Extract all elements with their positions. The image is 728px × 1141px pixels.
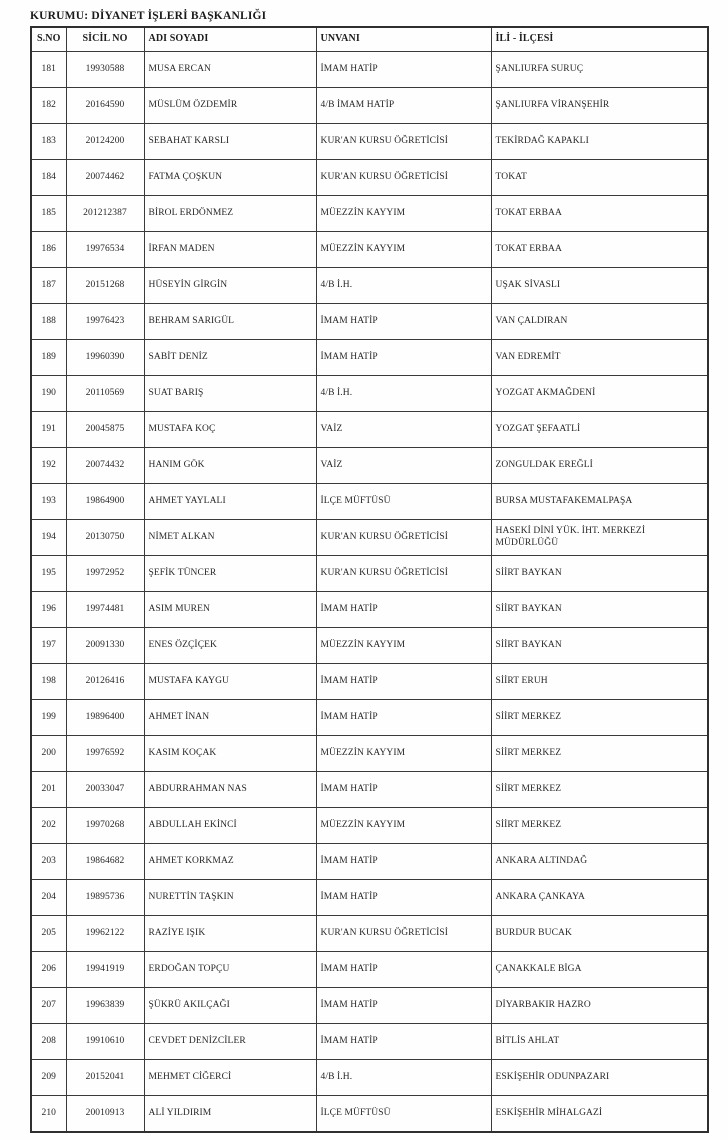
table-row bbox=[31, 484, 708, 520]
table-row bbox=[31, 556, 708, 592]
cell-adi-soyadi: AHMET YAYLALI bbox=[144, 484, 316, 520]
cell-sno: 189 bbox=[31, 340, 66, 376]
cell-sicil-no: 20074432 bbox=[66, 448, 144, 484]
cell-ili-ilcesi: ESKİŞEHİR MİHALGAZİ bbox=[491, 1096, 708, 1133]
table-row bbox=[31, 1024, 708, 1060]
cell-adi-soyadi: MEHMET CİĞERCİ bbox=[144, 1060, 316, 1096]
cell-ili-ilcesi: ANKARA ALTINDAĞ bbox=[491, 844, 708, 880]
cell-adi-soyadi: MÜSLÜM ÖZDEMİR bbox=[144, 88, 316, 124]
table-row bbox=[31, 628, 708, 664]
cell-adi-soyadi: BİROL ERDÖNMEZ bbox=[144, 196, 316, 232]
cell-unvani: KUR'AN KURSU ÖĞRETİCİSİ bbox=[316, 124, 491, 160]
cell-sicil-no: 19976534 bbox=[66, 232, 144, 268]
cell-adi-soyadi: NİMET ALKAN bbox=[144, 520, 316, 556]
cell-sicil-no: 19910610 bbox=[66, 1024, 144, 1060]
cell-sicil-no: 20152041 bbox=[66, 1060, 144, 1096]
cell-sicil-no: 19976423 bbox=[66, 304, 144, 340]
cell-ili-ilcesi: ZONGULDAK EREĞLİ bbox=[491, 448, 708, 484]
cell-adi-soyadi: ALİ YILDIRIM bbox=[144, 1096, 316, 1133]
cell-adi-soyadi: ŞÜKRÜ AKILÇAĞI bbox=[144, 988, 316, 1024]
cell-adi-soyadi: FATMA ÇOŞKUN bbox=[144, 160, 316, 196]
cell-adi-soyadi: ABDULLAH EKİNCİ bbox=[144, 808, 316, 844]
cell-sno: 181 bbox=[31, 52, 66, 88]
cell-adi-soyadi: AHMET KORKMAZ bbox=[144, 844, 316, 880]
cell-ili-ilcesi: SİİRT MERKEZ bbox=[491, 700, 708, 736]
cell-sno: 203 bbox=[31, 844, 66, 880]
cell-sno: 190 bbox=[31, 376, 66, 412]
cell-sno: 198 bbox=[31, 664, 66, 700]
cell-sno: 186 bbox=[31, 232, 66, 268]
cell-unvani: KUR'AN KURSU ÖĞRETİCİSİ bbox=[316, 520, 491, 556]
cell-sicil-no: 20091330 bbox=[66, 628, 144, 664]
cell-ili-ilcesi: SİİRT MERKEZ bbox=[491, 808, 708, 844]
cell-sicil-no: 19970268 bbox=[66, 808, 144, 844]
column-header-unvani: UNVANI bbox=[316, 27, 491, 52]
cell-unvani: İMAM HATİP bbox=[316, 664, 491, 700]
cell-sicil-no: 19960390 bbox=[66, 340, 144, 376]
cell-sicil-no: 201212387 bbox=[66, 196, 144, 232]
cell-sno: 184 bbox=[31, 160, 66, 196]
cell-ili-ilcesi: SİİRT ERUH bbox=[491, 664, 708, 700]
table-row bbox=[31, 1060, 708, 1096]
table-row bbox=[31, 196, 708, 232]
cell-ili-ilcesi: TOKAT ERBAA bbox=[491, 196, 708, 232]
cell-ili-ilcesi: BİTLİS AHLAT bbox=[491, 1024, 708, 1060]
cell-adi-soyadi: CEVDET DENİZCİLER bbox=[144, 1024, 316, 1060]
cell-ili-ilcesi: SİİRT BAYKAN bbox=[491, 592, 708, 628]
cell-sno: 202 bbox=[31, 808, 66, 844]
cell-adi-soyadi: RAZİYE IŞIK bbox=[144, 916, 316, 952]
cell-unvani: VAİZ bbox=[316, 412, 491, 448]
cell-ili-ilcesi: SİİRT MERKEZ bbox=[491, 736, 708, 772]
table-row bbox=[31, 520, 708, 556]
column-header-sno: S.NO bbox=[31, 27, 66, 52]
table-row bbox=[31, 808, 708, 844]
cell-sicil-no: 20130750 bbox=[66, 520, 144, 556]
table-row bbox=[31, 304, 708, 340]
cell-sno: 188 bbox=[31, 304, 66, 340]
cell-ili-ilcesi: ESKİŞEHİR ODUNPAZARI bbox=[491, 1060, 708, 1096]
cell-ili-ilcesi: ÇANAKKALE BİGA bbox=[491, 952, 708, 988]
cell-sicil-no: 20164590 bbox=[66, 88, 144, 124]
cell-unvani: MÜEZZİN KAYYIM bbox=[316, 196, 491, 232]
cell-adi-soyadi: ERDOĞAN TOPÇU bbox=[144, 952, 316, 988]
cell-unvani: İLÇE MÜFTÜSÜ bbox=[316, 484, 491, 520]
cell-adi-soyadi: İRFAN MADEN bbox=[144, 232, 316, 268]
table-row bbox=[31, 88, 708, 124]
cell-unvani: MÜEZZİN KAYYIM bbox=[316, 232, 491, 268]
cell-sicil-no: 19895736 bbox=[66, 880, 144, 916]
cell-sicil-no: 19864682 bbox=[66, 844, 144, 880]
cell-sicil-no: 20010913 bbox=[66, 1096, 144, 1133]
cell-unvani: İLÇE MÜFTÜSÜ bbox=[316, 1096, 491, 1133]
cell-sicil-no: 19963839 bbox=[66, 988, 144, 1024]
cell-sno: 193 bbox=[31, 484, 66, 520]
cell-ili-ilcesi: DİYARBAKIR HAZRO bbox=[491, 988, 708, 1024]
cell-adi-soyadi: MUSTAFA KAYGU bbox=[144, 664, 316, 700]
cell-sicil-no: 20045875 bbox=[66, 412, 144, 448]
cell-adi-soyadi: SEBAHAT KARSLI bbox=[144, 124, 316, 160]
table-row bbox=[31, 124, 708, 160]
cell-adi-soyadi: HANIM GÖK bbox=[144, 448, 316, 484]
table-row bbox=[31, 772, 708, 808]
cell-ili-ilcesi: HASEKİ DİNİ YÜK. İHT. MERKEZİ MÜDÜRLÜĞÜ bbox=[491, 520, 708, 556]
cell-adi-soyadi: ASIM MUREN bbox=[144, 592, 316, 628]
cell-unvani: 4/B İ.H. bbox=[316, 1060, 491, 1096]
cell-adi-soyadi: HÜSEYİN GİRGİN bbox=[144, 268, 316, 304]
cell-ili-ilcesi: SİİRT MERKEZ bbox=[491, 772, 708, 808]
cell-sno: 206 bbox=[31, 952, 66, 988]
table-row bbox=[31, 592, 708, 628]
cell-unvani: KUR'AN KURSU ÖĞRETİCİSİ bbox=[316, 160, 491, 196]
cell-unvani: KUR'AN KURSU ÖĞRETİCİSİ bbox=[316, 556, 491, 592]
cell-adi-soyadi: KASIM KOÇAK bbox=[144, 736, 316, 772]
personnel-table bbox=[30, 26, 709, 1133]
cell-sicil-no: 19974481 bbox=[66, 592, 144, 628]
table-row bbox=[31, 340, 708, 376]
cell-adi-soyadi: SABİT DENİZ bbox=[144, 340, 316, 376]
cell-ili-ilcesi: TEKİRDAĞ KAPAKLI bbox=[491, 124, 708, 160]
cell-adi-soyadi: BEHRAM SARIGÜL bbox=[144, 304, 316, 340]
cell-unvani: İMAM HATİP bbox=[316, 340, 491, 376]
cell-unvani: İMAM HATİP bbox=[316, 592, 491, 628]
table-row bbox=[31, 736, 708, 772]
cell-ili-ilcesi: VAN ÇALDIRAN bbox=[491, 304, 708, 340]
cell-sno: 183 bbox=[31, 124, 66, 160]
cell-ili-ilcesi: ŞANLIURFA VİRANŞEHİR bbox=[491, 88, 708, 124]
table-row bbox=[31, 376, 708, 412]
column-header-sicil-no: SİCİL NO bbox=[66, 27, 144, 52]
table-row bbox=[31, 880, 708, 916]
cell-sicil-no: 19930588 bbox=[66, 52, 144, 88]
cell-unvani: MÜEZZİN KAYYIM bbox=[316, 736, 491, 772]
table-row bbox=[31, 232, 708, 268]
cell-sicil-no: 20110569 bbox=[66, 376, 144, 412]
cell-ili-ilcesi: SİİRT BAYKAN bbox=[491, 556, 708, 592]
cell-sno: 200 bbox=[31, 736, 66, 772]
cell-adi-soyadi: AHMET İNAN bbox=[144, 700, 316, 736]
cell-sno: 182 bbox=[31, 88, 66, 124]
cell-sno: 201 bbox=[31, 772, 66, 808]
cell-sno: 204 bbox=[31, 880, 66, 916]
cell-adi-soyadi: MUSA ERCAN bbox=[144, 52, 316, 88]
cell-sno: 207 bbox=[31, 988, 66, 1024]
cell-sno: 187 bbox=[31, 268, 66, 304]
cell-unvani: İMAM HATİP bbox=[316, 952, 491, 988]
cell-sicil-no: 20151268 bbox=[66, 268, 144, 304]
cell-ili-ilcesi: BURSA MUSTAFAKEMALPAŞA bbox=[491, 484, 708, 520]
table-body bbox=[31, 52, 708, 1133]
page-title: KURUMU: DİYANET İŞLERİ BAŞKANLIĞI bbox=[30, 10, 267, 22]
table-row bbox=[31, 916, 708, 952]
cell-unvani: 4/B İMAM HATİP bbox=[316, 88, 491, 124]
cell-ili-ilcesi: YOZGAT AKMAĞDENİ bbox=[491, 376, 708, 412]
cell-adi-soyadi: SUAT BARIŞ bbox=[144, 376, 316, 412]
cell-sno: 195 bbox=[31, 556, 66, 592]
cell-sicil-no: 19896400 bbox=[66, 700, 144, 736]
table-row bbox=[31, 700, 708, 736]
cell-unvani: İMAM HATİP bbox=[316, 880, 491, 916]
cell-unvani: 4/B İ.H. bbox=[316, 376, 491, 412]
cell-sno: 197 bbox=[31, 628, 66, 664]
cell-sicil-no: 20126416 bbox=[66, 664, 144, 700]
cell-sicil-no: 19962122 bbox=[66, 916, 144, 952]
cell-adi-soyadi: ŞEFİK TÜNCER bbox=[144, 556, 316, 592]
cell-adi-soyadi: ENES ÖZÇİÇEK bbox=[144, 628, 316, 664]
cell-ili-ilcesi: UŞAK SİVASLI bbox=[491, 268, 708, 304]
cell-ili-ilcesi: BURDUR BUCAK bbox=[491, 916, 708, 952]
cell-sno: 194 bbox=[31, 520, 66, 556]
cell-ili-ilcesi: TOKAT bbox=[491, 160, 708, 196]
column-header-ili-ilcesi: İLİ - İLÇESİ bbox=[491, 27, 708, 52]
cell-sno: 210 bbox=[31, 1096, 66, 1133]
column-header-adi-soyadi: ADI SOYADI bbox=[144, 27, 316, 52]
cell-sno: 191 bbox=[31, 412, 66, 448]
cell-sno: 205 bbox=[31, 916, 66, 952]
table-row bbox=[31, 988, 708, 1024]
table-header-row bbox=[31, 27, 708, 52]
table-row bbox=[31, 1096, 708, 1133]
table-row bbox=[31, 952, 708, 988]
cell-unvani: İMAM HATİP bbox=[316, 844, 491, 880]
cell-adi-soyadi: NURETTİN TAŞKIN bbox=[144, 880, 316, 916]
cell-sno: 209 bbox=[31, 1060, 66, 1096]
cell-unvani: İMAM HATİP bbox=[316, 304, 491, 340]
table-row bbox=[31, 844, 708, 880]
cell-unvani: İMAM HATİP bbox=[316, 988, 491, 1024]
cell-unvani: MÜEZZİN KAYYIM bbox=[316, 808, 491, 844]
cell-ili-ilcesi: SİİRT BAYKAN bbox=[491, 628, 708, 664]
cell-unvani: MÜEZZİN KAYYIM bbox=[316, 628, 491, 664]
cell-adi-soyadi: MUSTAFA KOÇ bbox=[144, 412, 316, 448]
cell-ili-ilcesi: TOKAT ERBAA bbox=[491, 232, 708, 268]
cell-sno: 208 bbox=[31, 1024, 66, 1060]
cell-unvani: VAİZ bbox=[316, 448, 491, 484]
cell-ili-ilcesi: ANKARA ÇANKAYA bbox=[491, 880, 708, 916]
cell-unvani: İMAM HATİP bbox=[316, 52, 491, 88]
cell-unvani: İMAM HATİP bbox=[316, 700, 491, 736]
cell-adi-soyadi: ABDURRAHMAN NAS bbox=[144, 772, 316, 808]
cell-sicil-no: 20033047 bbox=[66, 772, 144, 808]
cell-sicil-no: 19864900 bbox=[66, 484, 144, 520]
cell-sno: 185 bbox=[31, 196, 66, 232]
cell-sicil-no: 19976592 bbox=[66, 736, 144, 772]
table-row bbox=[31, 664, 708, 700]
cell-unvani: KUR'AN KURSU ÖĞRETİCİSİ bbox=[316, 916, 491, 952]
cell-sicil-no: 20074462 bbox=[66, 160, 144, 196]
table-row bbox=[31, 52, 708, 88]
cell-ili-ilcesi: ŞANLIURFA SURUÇ bbox=[491, 52, 708, 88]
cell-sicil-no: 19972952 bbox=[66, 556, 144, 592]
cell-unvani: İMAM HATİP bbox=[316, 1024, 491, 1060]
cell-sno: 196 bbox=[31, 592, 66, 628]
cell-unvani: 4/B İ.H. bbox=[316, 268, 491, 304]
cell-sno: 192 bbox=[31, 448, 66, 484]
cell-sno: 199 bbox=[31, 700, 66, 736]
table-row bbox=[31, 448, 708, 484]
table-row bbox=[31, 268, 708, 304]
table-row bbox=[31, 160, 708, 196]
table-row bbox=[31, 412, 708, 448]
cell-sicil-no: 19941919 bbox=[66, 952, 144, 988]
cell-ili-ilcesi: VAN EDREMİT bbox=[491, 340, 708, 376]
cell-sicil-no: 20124200 bbox=[66, 124, 144, 160]
cell-unvani: İMAM HATİP bbox=[316, 772, 491, 808]
cell-ili-ilcesi: YOZGAT ŞEFAATLİ bbox=[491, 412, 708, 448]
